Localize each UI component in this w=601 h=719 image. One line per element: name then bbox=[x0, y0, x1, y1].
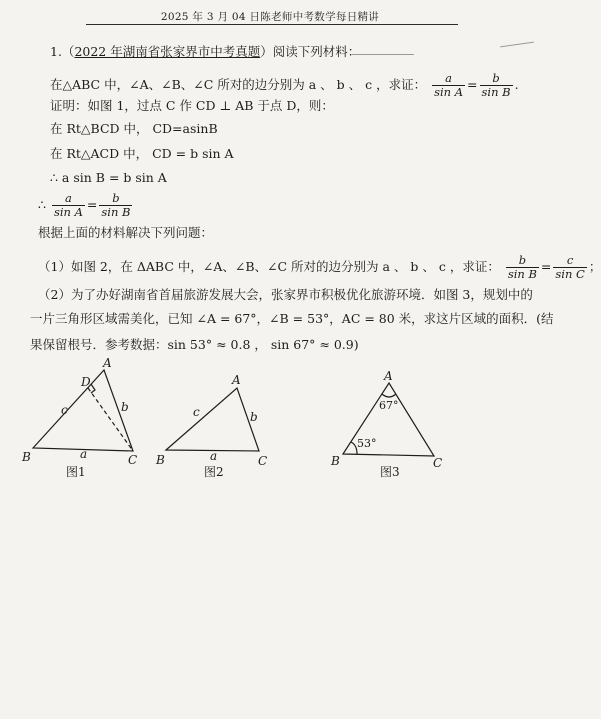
side-b: b bbox=[121, 400, 129, 414]
label-B: B bbox=[22, 450, 31, 464]
triangle-abc-fig2 bbox=[166, 388, 259, 451]
side-a: a bbox=[80, 447, 88, 461]
fraction-b-over-sinB: $\frac{b}{\text{sin B}}$ bbox=[101, 191, 131, 219]
side-a: a bbox=[210, 449, 218, 463]
right-angle-mark bbox=[91, 384, 95, 393]
altitude-cd bbox=[88, 388, 133, 451]
caption-fig1: 图1 bbox=[66, 465, 86, 479]
proof-step-rt-bcd: 在 Rt△BCD 中， CD=asinB bbox=[50, 121, 218, 136]
intro-prefix: 1.（ bbox=[50, 44, 75, 59]
proof-step-rt-acd: 在 Rt△ACD 中， CD = b sin A bbox=[50, 146, 234, 161]
angle-B-value: 53° bbox=[357, 437, 377, 450]
fraction-b-over-sinB: $\frac{b}{\text{sin B}}$ bbox=[481, 71, 511, 99]
side-b: b bbox=[250, 410, 258, 424]
question-2-line-3: 果保留根号．参考数据：sin 53° ≈ 0.8 ， sin 67° ≈ 0.9) bbox=[30, 337, 359, 352]
fraction-a-over-sinA: $\frac{a}{\text{sin A}}$ bbox=[53, 191, 83, 219]
side-c: c bbox=[61, 403, 68, 417]
instruction: 根据上面的材料解决下列问题： bbox=[38, 225, 214, 240]
label-C: C bbox=[128, 453, 138, 467]
figure-3-labels bbox=[330, 369, 442, 479]
caption-fig3: 图3 bbox=[380, 465, 400, 479]
question-2-line-2: 一片三角形区域需美化，已知 ∠A = 67°，∠B = 53°，AC = 80 米，求这片区域的面积．(结 bbox=[30, 311, 554, 326]
proof-conclusion: ∴ $\frac{a}{\text{sin A}}$ = $\frac{b}{\text{sin B}}$ bbox=[38, 191, 131, 219]
given-text: 在△ABC 中，∠A、∠B、∠C 所对的边分别为 a 、 b 、 c ，求证： bbox=[50, 77, 427, 92]
question-1: （1）如图 2，在 ΔABC 中，∠A、∠B、∠C 所对的边分别为 a 、 b 、 c ，求证： $\frac{b}{\text{sin B}}$ = $\frac{c}{\text{sin C}}$ ； bbox=[38, 253, 601, 281]
fraction-c-over-sinC: $\frac{c}{\text{sin C}}$ bbox=[555, 253, 585, 281]
proof-intro: 证明：如图 1，过点 C 作 CD ⊥ AB 于点 D，则： bbox=[50, 98, 334, 113]
problem-source: 2022 年湖南省张家界市中考真题 bbox=[74, 44, 261, 59]
label-A: A bbox=[103, 356, 112, 370]
label-A: A bbox=[232, 373, 241, 387]
intro-suffix: ）阅读下列材料： bbox=[260, 44, 361, 59]
label-C: C bbox=[433, 456, 443, 470]
proof-therefore-1: ∴ a sin B = b sin A bbox=[50, 170, 167, 185]
angle-arc-A bbox=[382, 394, 396, 397]
label-C: C bbox=[258, 454, 268, 468]
label-B: B bbox=[156, 453, 165, 467]
caption-fig2: 图2 bbox=[204, 465, 224, 479]
label-B: B bbox=[331, 454, 340, 468]
question-2-line-1: （2）为了办好湖南省首届旅游发展大会，张家界市积极优化旅游环境．如图 3，规划中的 bbox=[38, 287, 533, 302]
angle-A-value: 67° bbox=[379, 399, 399, 412]
side-c: c bbox=[193, 405, 200, 419]
fraction-a-over-sinA: $\frac{a}{\text{sin A}}$ bbox=[434, 71, 464, 99]
label-D: D bbox=[81, 375, 91, 389]
given-statement: 在△ABC 中，∠A、∠B、∠C 所对的边分别为 a 、 b 、 c ，求证： $\frac{a}{\text{sin A}}$ = $\frac{b}{\text{sin B}}$ . bbox=[50, 71, 519, 99]
figure-2 bbox=[166, 388, 259, 451]
fraction-b-over-sinB: $\frac{b}{\text{sin B}}$ bbox=[507, 253, 537, 281]
label-A: A bbox=[384, 369, 393, 383]
figure-1-labels bbox=[21, 356, 137, 479]
page-header: 2025 年 3 月 04 日陈老师中考数学每日精讲 bbox=[160, 11, 380, 23]
